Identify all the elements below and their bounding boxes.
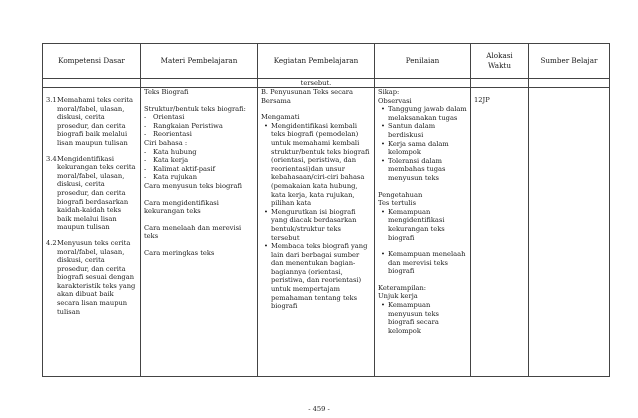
materi-cara-2: Cara mengidentifikasi kekurangan teks	[144, 198, 219, 216]
list-item: • Kemampuan menelaah dan merevisi teks biografi	[381, 250, 466, 276]
list-item: - Kalimat aktif-pasif	[144, 164, 216, 173]
kd-item: 3.4 Mengidentifikasi kekurangan teks cerita moral/fabel, ulasan, diskusi, cerita prosedur, dan cerita biografi berdasarkan kaidah-kaidah teks baik melalui lisan maupun tulisan	[46, 154, 136, 232]
list-item: • Kemampuan menyusun teks biografi secara kelompok	[381, 301, 439, 335]
alokasi-value: 12JP	[474, 96, 490, 104]
list-item: - Kata hubung	[144, 147, 197, 156]
table-header-row	[43, 44, 610, 79]
keterampilan-label: Keterampilan:	[378, 283, 427, 292]
kd-item: 4.2 Menyusun teks cerita moral/fabel, ulasan, diskusi, cerita prosedur, dan cerita biografi sesuai dengan karakteristik teks yang akan dibuat baik secara lisan maupun tulisan	[46, 238, 136, 316]
kegiatan-heading: B. Penyusunan Teks secara Bersama	[261, 88, 353, 105]
list-item: • Kemampuan mengidentifikasi kekurangan teks biografi	[381, 207, 445, 242]
materi-cell	[141, 88, 258, 377]
observasi-label: Observasi	[378, 96, 412, 105]
header-kegiatan: Kegiatan Pembelajaran	[258, 44, 375, 79]
kompetensi-cell	[43, 88, 141, 377]
header-materi: Materi Pembelajaran	[141, 44, 258, 79]
list-item: - Rangkaian Peristiwa	[144, 121, 223, 130]
list-item: • Toleransi dalam membahas tugas menyusun teks	[381, 156, 446, 182]
kd-item: 3.1 Memahami teks cerita moral/fabel, ulasan, diskusi, cerita prosedur, dan cerita biografi baik melalui lisan maupun tulisan	[46, 96, 134, 147]
header-kompetensi: Kompetensi Dasar	[43, 44, 141, 79]
materi-cara-4: Cara meringkas teks	[144, 248, 215, 257]
alokasi-cell	[471, 88, 529, 377]
list-item: - Reorientasi	[144, 130, 192, 139]
keterampilan-list	[378, 301, 467, 335]
page-number: - 459 -	[308, 405, 330, 413]
header-sumber: Sumber Belajar	[529, 44, 610, 79]
list-item: • Tanggung jawab dalam melaksanakan tugas	[381, 105, 467, 122]
materi-cara-3: Cara menelaah dan merevisi teks	[144, 223, 242, 241]
list-item: • Mengidentifikasi kembali teks biografi (pemodelan) untuk memahami kembali struktur/bentuk teks biografi (orientasi, peristiwa, dan reorientasi)dan unsur kebahasaan/ciri-ciri bahasa (pemakaian kata hubung, kata kerja, kata rujukan, pilihan kata	[264, 121, 370, 208]
syllabus-table	[42, 43, 610, 377]
ciri-list	[144, 148, 254, 182]
sikap-list	[378, 105, 467, 182]
tes-label: Tes tertulis	[378, 199, 417, 208]
unjuk-label: Unjuk kerja	[378, 292, 418, 301]
pengetahuan-label: Pengetahuan	[378, 190, 423, 199]
penilaian-cell	[375, 88, 471, 377]
materi-ciri-label: Ciri bahasa :	[144, 138, 188, 147]
materi-cara-1: Cara menyusun teks biografi	[144, 181, 242, 190]
list-item: • Membaca teks biografi yang lain dari berbagai sumber dan menentukan bagian-bagiannya (orientasi, peristiwa, dan reorientasi) untuk mempertajam pemahaman tentang teks biografi	[264, 242, 368, 311]
list-item: • Kerja sama dalam kelompok	[381, 139, 449, 157]
header-penilaian: Penilaian	[375, 44, 471, 79]
list-item: • Mengurutkan isi biografi yang diacak berdasarkan bentuk/struktur teks tersebut	[264, 207, 357, 242]
kegiatan-sub: Mengamati	[261, 113, 300, 122]
header-alokasi: Alokasi Waktu	[471, 44, 529, 79]
kegiatan-cell	[258, 88, 375, 377]
list-item: • Santun dalam berdiskusi	[381, 122, 436, 139]
struktur-list	[144, 113, 254, 139]
materi-struktur-label: Struktur/bentuk teks biografi:	[144, 104, 246, 113]
kegiatan-list	[261, 122, 371, 311]
list-item: - Kata rujukan	[144, 173, 198, 182]
sikap-label: Sikap:	[378, 88, 400, 96]
sumber-cell	[529, 88, 610, 377]
list-item: - Orientasi	[144, 113, 185, 122]
table-row	[43, 88, 610, 377]
list-item: - Kata kerja	[144, 156, 189, 165]
pengetahuan-list	[378, 208, 467, 276]
continuation-row	[43, 79, 610, 88]
continued-text: tersebut.	[258, 79, 375, 88]
materi-title: Teks Biografi	[144, 88, 189, 96]
